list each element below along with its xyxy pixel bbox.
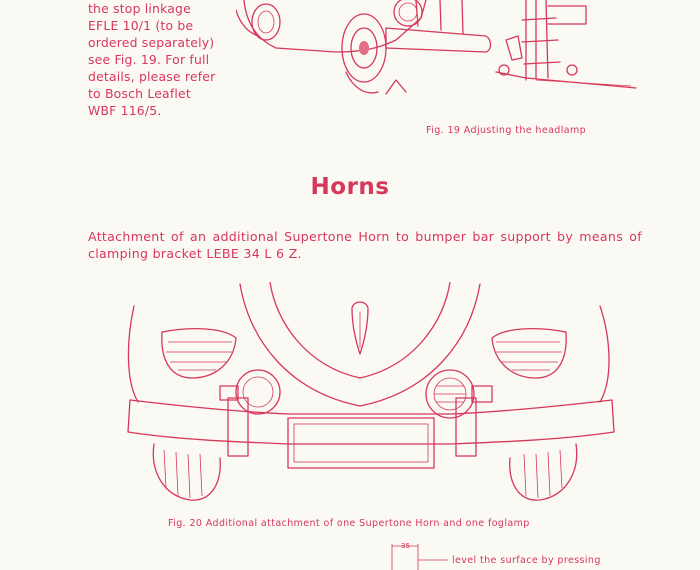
intro-line: clamping bracket LEBE 34 L 6 Z. <box>88 246 302 261</box>
bottom-note: level the surface by pressing <box>452 555 601 566</box>
side-text-line: the stop linkage <box>88 1 191 16</box>
side-text-line: EFLE 10/1 (to be <box>88 18 194 33</box>
figure-19-caption: Fig. 19 Adjusting the headlamp <box>426 125 587 136</box>
side-text-line: details, please refer <box>88 69 216 84</box>
figure-20-horn-foglamp-illustration <box>120 282 620 507</box>
section-intro <box>88 228 642 262</box>
dimension-label: 35 <box>401 542 410 550</box>
intro-line: Attachment of an additional Supertone Horn to bumper bar support by means of <box>88 229 642 244</box>
side-text-line: ordered separately) <box>88 35 215 50</box>
figure-20-caption: Fig. 20 Additional attachment of one Supertone Horn and one foglamp <box>168 518 530 529</box>
side-text-line: see Fig. 19. For full <box>88 52 210 67</box>
side-text-column <box>88 0 216 119</box>
side-text-line: WBF 116/5. <box>88 103 162 118</box>
dimension-bracket <box>388 540 448 570</box>
section-title: Horns <box>310 174 390 200</box>
figure-19-headlamp-illustration <box>236 0 656 120</box>
side-text-line: to Bosch Leaflet <box>88 86 191 101</box>
